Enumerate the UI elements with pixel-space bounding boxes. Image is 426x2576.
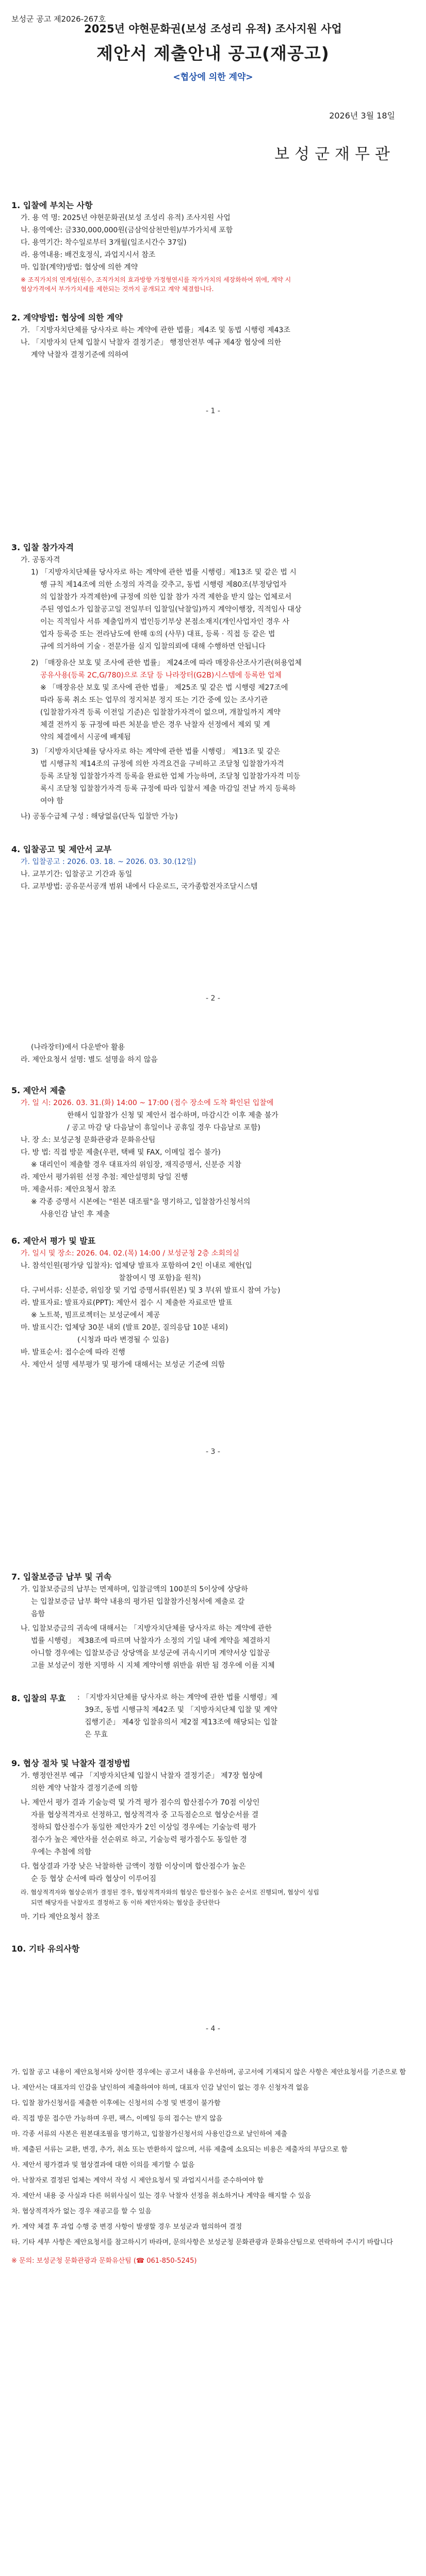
section-9-line: 자를 협상적격자로 선정하고, 협상적격자 중 고득점순으로 협상순서를 결 [31,1811,259,1819]
registration-requirement: 2) 「매장유산 보호 및 조사에 관한 법률」 제24조에 따라 매장유산조사기관(허용업체 [31,659,302,667]
submission-datetime: 가. 일 시: 2026. 03. 31.(화) 14:00 ~ 17:00 (접수 장소에 도착 확인된 입찰에 [21,1099,274,1107]
note-item [11,2144,415,2156]
section-6-line: 사. 제안서 설명 세부평가 및 평가에 대해서는 보성군 기준에 의함 [21,1361,225,1369]
note-item [11,2129,415,2140]
section-3-line: 주된 영업소가 입찰공고일 전일부터 입찰일(낙찰일)까지 계약이행장, 직적임사 대상 [40,605,302,614]
section-1-item: 가. 용 역 명: 2025년 야현문화권(보성 조성리 유적) 조사지원 사업 [21,214,231,222]
note-text: 타. 기타 세부 사항은 제안요청서를 참고하시기 바라며, 문의사항은 보성군청 문화관광과 문화유산팀으로 연락하여 주시기 바랍니다 [11,2239,394,2246]
notice-date: 2026년 3월 18일 [329,111,395,121]
note-text: 바. 제출된 서류는 교환, 변경, 추가, 취소 또는 반환하지 않으며, 서류 제출에 소요되는 비용은 제출자의 부담으로 함 [11,2146,348,2154]
section-3-line: ※ 「매장유산 보호 및 조사에 관한 법률」 제25조 및 같은 법 시행령 제27조에 [40,684,288,692]
note-item [11,2222,415,2233]
section-3-line: 법 시행규칙 제14조의 규정에 의한 자격요건을 구비하고 조달청 입찰참가자격 [40,760,284,768]
note-text: 가. 입찰 공고 내용이 제안요청서와 상이한 경우에는 공고서 내용을 우선하며, 공고서에 기재되지 않은 사항은 제안요청서를 기준으로 함 [11,2069,406,2076]
section-7-line: 나. 입찰보증금의 귀속에 대해서는 「지방자치단체를 당사자로 하는 계약에 관한 [21,1624,272,1633]
section-9-line: 의한 계약 낙찰자 결정기준에 의함 [31,1784,138,1792]
section-4-line: 나. 교부기간: 입찰공고 기간과 동일 [21,870,133,878]
section-3-line: 3) 「지방자치단체를 당사자로 하는 계약에 관한 법률 시행령」 제13조 및 같은 [31,748,281,756]
section-5-line: 라. 제안서 평가위원 선정 추첨: 제안설명회 당일 진행 [21,1173,188,1181]
section-3-line: 등록 조달청 입찰참가자격 등록을 완료한 업체 가능하며, 조달청 입찰참가자격 미등 [40,772,301,781]
section-2-line: 가. 「지방자치단체를 당사자로 하는 계약에 관한 법률」제4조 및 동법 시행령 제43조 [21,326,290,334]
section-3-line: 따라 동록 취소 또는 업무의 정지처분 정지 또는 기간 중에 있는 조사기관 [40,696,268,704]
page-number: - 3 - [206,1448,220,1456]
section-4-line: 다. 교부방법: 공유문서공개 범위 내에서 다운로드, 국가종합전자조달시스템 [21,883,258,891]
section-1-item: 나. 용역예산: 금330,000,000원(금삼억삼천만원)/부가가치세 포함 [21,226,233,234]
section-3-line: 록시 조달청 입찰참가자격 등록 규정에 따라 입찰서 제출 마감일 전날 까지 등록하 [40,785,296,793]
section-5-line: ※ 대리인이 제출할 경우 대표자의 위임장, 재직증명서, 신분증 지참 [31,1161,241,1169]
section-1-note: ※ 조직가치의 연계성(원수, 조직가치의 효과방향 가정형연시를 작가가치의 세장화하여 위에, 계약 시 [21,276,291,283]
section-3-sub: 가. 공동자격 [21,556,60,564]
notes-list [11,2067,415,2267]
bid-notice-period-text: 가. 입찰공고 : 2026. 03. 18. ~ 2026. 03. 30.(12일) [21,858,196,866]
section-10-title: 10. 기타 유의사항 [11,1944,80,1954]
section-9-title: 9. 협상 절차 및 낙찰자 결정방법 [11,1758,130,1768]
section-3-line: 행 규칙 제14조에 의한 소정의 자격을 갖추고, 동법 시행령 제80조(부정당업자 [40,581,287,589]
note-text: 사. 제안서 평가결과 및 협상결과에 대한 이의를 제기할 수 없음 [11,2161,195,2169]
section-3-line: 규에 의거하여 기술 · 전문가를 실지 입찰의뢰에 대해 수행하면 안됩니다 [40,642,266,651]
section-9-line: 가. 행정안전부 예규 「지방자치단체 입찰시 낙찰자 결정기준」 제7장 협상에 [21,1772,263,1780]
section-6-line: 찰참여시 명 포함)을 원칙) [119,1274,201,1282]
section-3-title: 3. 입찰 참가자격 [11,543,74,552]
note-text: 차. 협상적격자가 없는 경우 재공고를 할 수 있음 [11,2208,152,2215]
section-1-note: 협상가격에서 부가가치세를 제한되는 것까지 공개되고 계약 체결합니다. [21,285,214,293]
note-item [11,2098,415,2109]
contract-method: <협상에 의한 계약> [173,72,253,82]
section-8-title: 8. 입찰의 무효 [11,1693,66,1703]
section-5-line: 나. 장 소: 보성군청 문화관광과 문화유산팀 [21,1136,156,1144]
section-2-title: 2. 계약방법: 협상에 의한 계약 [11,313,123,323]
page-number: - 4 - [206,2025,220,2033]
section-8-line: 39조, 동법 시행규칙 제42조 및 「지방자치단체 입찰 및 계약 [85,1706,277,1714]
section-8-line: 은 무효 [85,1731,108,1739]
section-6-line: 마. 발표시간: 업체당 30분 내외 (발표 20분, 질의응답 10분 내외) [21,1324,228,1332]
section-5-line: 한해서 입찰참가 신청 및 제안서 접수하며, 마감시간 이후 제출 불가 [67,1111,278,1120]
section-2-line: 나. 「지방자치 단체 입찰시 낙찰자 결정기준」 행정안전부 예규 제4장 협상에 의한 [21,338,282,347]
note-item [11,2175,415,2187]
section-5-line: / 공고 마감 당 다음날이 휴일이나 공휴일 경우 다음날로 포함) [67,1124,260,1132]
note-text: 다. 입찰 참가신청서를 제출한 이후에는 신청서의 수정 및 변경이 불가함 [11,2099,221,2107]
notice-title: 제안서 제출안내 공고(재공고) [96,43,330,63]
section-3-line: 1) 「지방자치단체를 당사자로 하는 계약에 관한 법률 시행령」제13조 및 같은 법 시 [31,568,297,577]
section-5-line: ※ 각종 증명서 시본에는 "원본 대조필"을 명기하고, 입찰참가신청서의 [31,1198,251,1206]
bid-notice-period [21,856,196,868]
section-3-line [31,657,302,669]
notice-number: 보성군 공고 제2026-267호 [11,14,106,24]
note-text: 자. 제안서 내용 중 사실과 다른 허위사실이 있는 경우 낙찰자 선정을 취소하거나 계약을 해지할 수 있음 [11,2192,311,2200]
section-7-line: 고를 보성군이 정한 지명하 시 지체 계약이행 위반을 위반 됨 경우에 이를 지체 [31,1662,275,1670]
section-3-line: 체결 전까지 동 규정에 따른 처분을 받은 경우 낙찰자 선정에서 제외 및 계 [40,721,270,729]
section-9-line: 되면 해당자를 낙찰자로 결정하고 동 이하 제안자와는 협상을 중단한다 [31,1899,220,1906]
section-6-title: 6. 제안서 평가 및 발표 [11,1236,96,1246]
section-2-line: 계약 낙찰자 결정기준에 의하여 [31,351,129,359]
section-6-line: 다. 구비서류: 신분증, 위임장 및 기업 증명서류(원본) 및 3 부(위 발표시 참여 가능) [21,1286,281,1295]
note-text: 마. 각종 서류의 사본은 원본대조필을 명기하고, 입찰참가신청서의 사용인감으로 날인하여 제출 [11,2130,288,2138]
note-item [11,2160,415,2171]
contact-text: ※ 문의: 보성군청 문화관광과 문화유산팀 (☎ 061-850-5245) [11,2257,197,2265]
section-7-line: 법률 시행령」 제38조에 따르며 낙찰자가 소정의 기일 내에 계약을 체결하지 [31,1637,271,1645]
note-text: 카. 계약 체결 후 과업 수행 중 변경 사항이 발생할 경우 보성군과 협의하여 결정 [11,2223,242,2231]
section-5-line: 사용인감 날인 후 제출 [40,1210,110,1218]
section-6-line: 바. 발표순서: 접수순에 따라 진행 [21,1348,125,1357]
note-item [11,2113,415,2125]
section-4-line: 라. 제안요청서 설명: 별도 설명을 하지 않음 [21,1056,158,1064]
note-item [11,2191,415,2202]
section-3-line: (입찰참가자격 등록 이전일 기준)은 입찰참가자격이 없으며, 개찰일까지 계약 [40,708,281,717]
section-3-line: 약의 체결에서 시공에 배제됨 [40,733,131,741]
section-7-line: 아니할 경우에는 입찰보증금 상당액을 보성군에 귀속시키며 계약서상 입찰공 [31,1649,270,1657]
section-7-line: 가. 입찰보증금의 납부는 면제하며, 입찰금액의 100분의 5이상에 상당하 [21,1585,248,1594]
section-6-line: ※ 노트북, 빔프로젝터는 보성군에서 제공 [31,1311,160,1319]
contact-line [11,2256,415,2267]
issuing-organization: 보성군재무관 [274,145,395,163]
section-9-line: 나. 제안서 평가 결과 기술능력 및 가격 평가 점수의 합산점수가 70점 이상인 [21,1799,260,1807]
evaluation-datetime: 가. 일시 및 장소: 2026. 04. 02.(목) 14:00 / 보성군청 2층 소회의실 [21,1249,240,1258]
section-8-line: 집행기준」 제4장 입찰유의서 제2절 제13조에 해당되는 입찰 [85,1718,277,1726]
note-item [11,2067,415,2078]
section-9-line: 순 등 협상 순서에 따라 협상이 이루어짐 [31,1875,157,1883]
section-5-line: 다. 방 법: 직접 방문 제출(우편, 택배 및 FAX, 이메일 접수 불가) [21,1148,221,1157]
section-9-line: 다. 협상결과 가장 낮은 낙찰하한 금액이 정함 이상이며 합산점수가 높은 [21,1862,246,1871]
page-number: - 1 - [206,407,220,415]
section-1-title: 1. 입찰에 부치는 사항 [11,200,93,210]
section-3-line: 업자 등록증 또는 전라남도에 한해 ①의 (사무) 대표, 등록 · 직접 등 같은 법 [40,630,275,638]
section-7-title: 7. 입찰보증금 납부 및 귀속 [11,1572,112,1582]
section-1-item: 라. 용역내용: 배건호정식, 과업지시서 참조 [21,251,156,259]
section-9-line: 정하되 합산점수가 동일한 제안자가 2인 이상일 경우에는 기술능력 평가 [31,1823,256,1832]
section-9-line: 마. 기타 제안요청서 참조 [21,1913,100,1921]
section-1-item: 다. 용역기간: 착수일로부터 3개월(일조시간수 37일) [21,239,187,247]
note-item [11,2082,415,2094]
section-4-line: (나라장터)에서 다운받아 활용 [31,1043,125,1052]
note-item [11,2237,415,2248]
section-4-title: 4. 입찰공고 및 제안서 교부 [11,844,112,854]
section-6-line: 나. 참석인원(평가당 입찰자): 업체당 발표자 포함하여 2인 이내로 제한(입 [21,1262,252,1270]
section-7-line: 음함 [31,1610,45,1618]
page-number: - 2 - [206,994,220,1003]
section-6-line: (시청과 따라 변경될 수 있음) [77,1336,169,1344]
notice-subtitle: 2025년 야현문화권(보성 조성리 유적) 조사지원 사업 [84,23,342,35]
section-8-line: : 「지방자치단체를 당사자로 하는 계약에 관한 법률 시행령」제 [77,1693,278,1702]
note-text: 나. 제안서는 대표자의 인감을 날인하여 제출하여야 하며, 대표자 인감 날인이 없는 경우 신청자격 없음 [11,2084,309,2092]
section-3-line: 여야 함 [40,797,64,805]
section-6-line: 라. 발표자료: 발표자료(PPT): 제안서 접수 시 제출한 자료로만 발표 [21,1299,233,1307]
note-text: 아. 낙찰자로 결정된 업체는 계약서 작성 시 제안요청서 및 과업지시서를 준수하여야 함 [11,2177,264,2184]
section-9-line: 점수가 높은 제안자를 선순위로 하고, 기술능력 평가점수도 동일한 경 [31,1836,247,1844]
section-7-line: 는 입찰보증금 납부 확약 내용의 평가된 입찰참가신청서에 제출로 갈 [31,1598,245,1606]
section-5-line: 마. 제출서류: 제안요청서 참조 [21,1185,116,1194]
section-1-item: 마. 입찰(계약)방법: 협상에 의한 계약 [21,263,138,272]
section-3-line: 나) 공동수급체 구성 : 해당없음(단독 입찰만 가능) [21,812,178,821]
section-5-title: 5. 제안서 제출 [11,1086,66,1095]
section-3-line: 의 입찰참가 자격제한)에 규정에 의한 입찰 참가 자격 제한을 받지 않는 업체로서 [40,593,292,601]
note-item [11,2206,415,2217]
section-9-line: 우에는 추첨에 의함 [31,1848,92,1856]
section-3-line-highlight: 공유사용(등록 2C,G/780)으로 조달 등 나라장터(G2B)시스템에 등록한 업체 [40,671,282,680]
section-9-line: 라. 협상적격자와 협상순위가 결정된 경우, 협상적격자와의 협상은 합산점수 높은 순서로 진행되며, 협상이 성립 [21,1889,319,1896]
note-text: 라. 직접 방문 접수만 가능하며 우편, 팩스, 이메일 등의 접수는 받지 않음 [11,2115,223,2123]
section-3-line: 이는 직적임사 서류 제출입까지 법인등기부상 본점소재지(개인사업자인 경우 사 [40,618,289,626]
